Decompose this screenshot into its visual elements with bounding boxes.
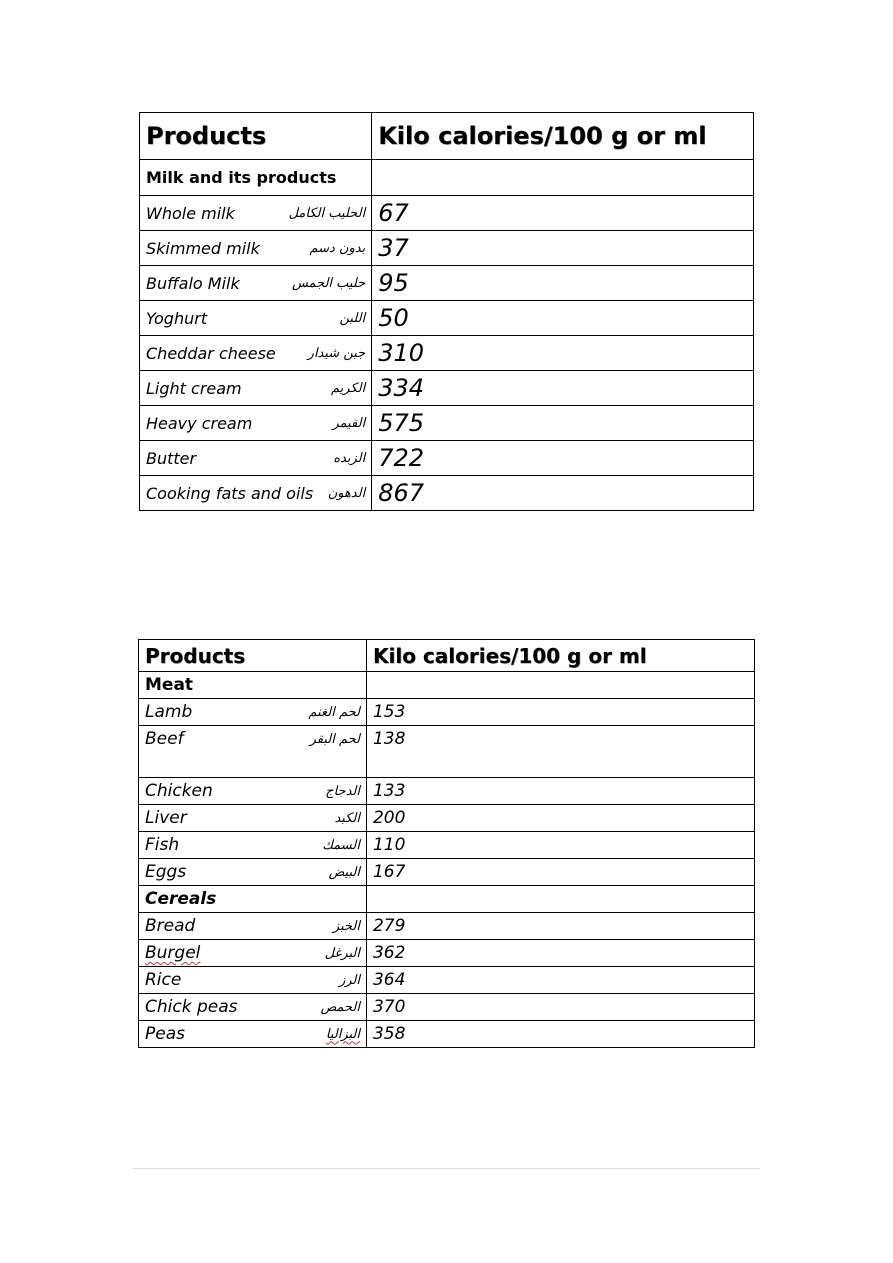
calorie-value: 133 bbox=[372, 781, 406, 801]
table-row bbox=[139, 726, 755, 778]
calorie-value: 362 bbox=[372, 943, 406, 963]
table-row bbox=[139, 994, 755, 1021]
product-name: Rice bbox=[145, 970, 182, 990]
empty-cell bbox=[372, 160, 754, 196]
product-name-arabic: لحم البقر bbox=[309, 731, 360, 747]
product-name-arabic: الرز bbox=[338, 972, 360, 988]
product-name: Light cream bbox=[146, 378, 242, 398]
product-name-arabic: السمك bbox=[322, 837, 360, 853]
product-name: Chicken bbox=[145, 781, 213, 801]
table-header-row bbox=[140, 113, 754, 160]
calorie-value: 722 bbox=[378, 444, 425, 472]
calorie-value: 310 bbox=[378, 339, 425, 367]
product-name: Whole milk bbox=[146, 203, 235, 223]
product-name: Chick peas bbox=[145, 997, 238, 1017]
product-name-arabic: البزاليا bbox=[325, 1026, 360, 1042]
product-name: Burgel bbox=[145, 943, 201, 963]
section-row-milk bbox=[140, 160, 754, 196]
calorie-value: 95 bbox=[378, 269, 409, 297]
product-name: Liver bbox=[145, 808, 187, 828]
product-name-arabic: القيمر bbox=[332, 415, 366, 431]
calorie-value: 138 bbox=[372, 729, 406, 749]
products-header: Products bbox=[139, 640, 367, 672]
calorie-value: 364 bbox=[372, 970, 406, 990]
empty-cell bbox=[366, 886, 754, 913]
table-row bbox=[139, 1021, 755, 1048]
product-name-arabic: بدون دسم bbox=[309, 240, 366, 256]
table-row bbox=[140, 371, 754, 406]
product-name: Butter bbox=[146, 448, 197, 468]
product-name-arabic: اللبن bbox=[339, 310, 366, 326]
table-header-row bbox=[139, 640, 755, 672]
table-row bbox=[139, 699, 755, 726]
product-name: Skimmed milk bbox=[146, 238, 260, 258]
calorie-value: 370 bbox=[372, 997, 406, 1017]
calories-header: Kilo calories/100 g or ml bbox=[366, 640, 754, 672]
product-name: Buffalo Milk bbox=[146, 273, 240, 293]
product-name: Fish bbox=[145, 835, 180, 855]
calorie-value: 37 bbox=[378, 234, 409, 262]
table-row bbox=[140, 476, 754, 511]
product-name: Cheddar cheese bbox=[146, 343, 276, 363]
product-name-arabic: حليب الجمس bbox=[291, 275, 366, 291]
product-name-arabic: الخبز bbox=[332, 918, 360, 934]
empty-cell bbox=[366, 672, 754, 699]
calorie-value: 110 bbox=[372, 835, 406, 855]
product-name: Eggs bbox=[145, 862, 187, 882]
meat-cereals-table bbox=[138, 639, 755, 1048]
table-row bbox=[140, 406, 754, 441]
calorie-value: 167 bbox=[372, 862, 406, 882]
product-name-arabic: البرغل bbox=[324, 945, 360, 961]
product-name: Beef bbox=[145, 729, 184, 749]
table-row bbox=[140, 336, 754, 371]
table-row bbox=[140, 231, 754, 266]
calorie-value: 279 bbox=[372, 916, 406, 936]
calorie-value: 200 bbox=[372, 808, 406, 828]
table-row bbox=[140, 196, 754, 231]
product-name-arabic: الكريم bbox=[331, 380, 366, 396]
product-name: Lamb bbox=[145, 702, 193, 722]
product-name: Yoghurt bbox=[146, 308, 208, 328]
table-row bbox=[139, 778, 755, 805]
table-row bbox=[140, 266, 754, 301]
product-name-arabic: الحليب الكامل bbox=[288, 205, 366, 221]
product-name-arabic: الدجاج bbox=[325, 783, 360, 799]
page-footer-divider bbox=[133, 1168, 760, 1169]
product-name: Bread bbox=[145, 916, 196, 936]
product-name-arabic: الدهون bbox=[327, 485, 366, 501]
calorie-value: 334 bbox=[378, 374, 425, 402]
calorie-value: 575 bbox=[378, 409, 425, 437]
product-name-arabic: البيض bbox=[328, 864, 360, 880]
section-label-cereals: Cereals bbox=[139, 886, 367, 913]
product-name: Peas bbox=[145, 1024, 185, 1044]
product-name-arabic: لحم الغنم bbox=[308, 704, 360, 720]
calorie-value: 153 bbox=[372, 702, 406, 722]
section-row-cereals bbox=[139, 886, 755, 913]
section-label-milk: Milk and its products bbox=[140, 160, 372, 196]
table-row bbox=[139, 859, 755, 886]
milk-products-table bbox=[139, 112, 754, 511]
calories-header: Kilo calories/100 g or ml bbox=[372, 113, 754, 160]
product-name-arabic: الحمص bbox=[320, 999, 360, 1015]
product-name: Cooking fats and oils bbox=[146, 483, 314, 503]
calorie-value: 867 bbox=[378, 479, 425, 507]
table-row bbox=[140, 301, 754, 336]
table-row bbox=[139, 940, 755, 967]
section-label-meat: Meat bbox=[139, 672, 367, 699]
table-row bbox=[139, 913, 755, 940]
table-row bbox=[139, 967, 755, 994]
products-header: Products bbox=[140, 113, 372, 160]
product-name-arabic: جبن شيدار bbox=[307, 345, 366, 361]
calorie-value: 358 bbox=[372, 1024, 406, 1044]
product-name-arabic: الكبد bbox=[334, 810, 360, 826]
product-name: Heavy cream bbox=[146, 413, 253, 433]
table-row bbox=[139, 832, 755, 859]
table-row bbox=[139, 805, 755, 832]
calorie-value: 67 bbox=[378, 199, 409, 227]
calorie-value: 50 bbox=[378, 304, 409, 332]
table-row bbox=[140, 441, 754, 476]
section-row-meat bbox=[139, 672, 755, 699]
product-name-arabic: الزبده bbox=[333, 450, 366, 466]
